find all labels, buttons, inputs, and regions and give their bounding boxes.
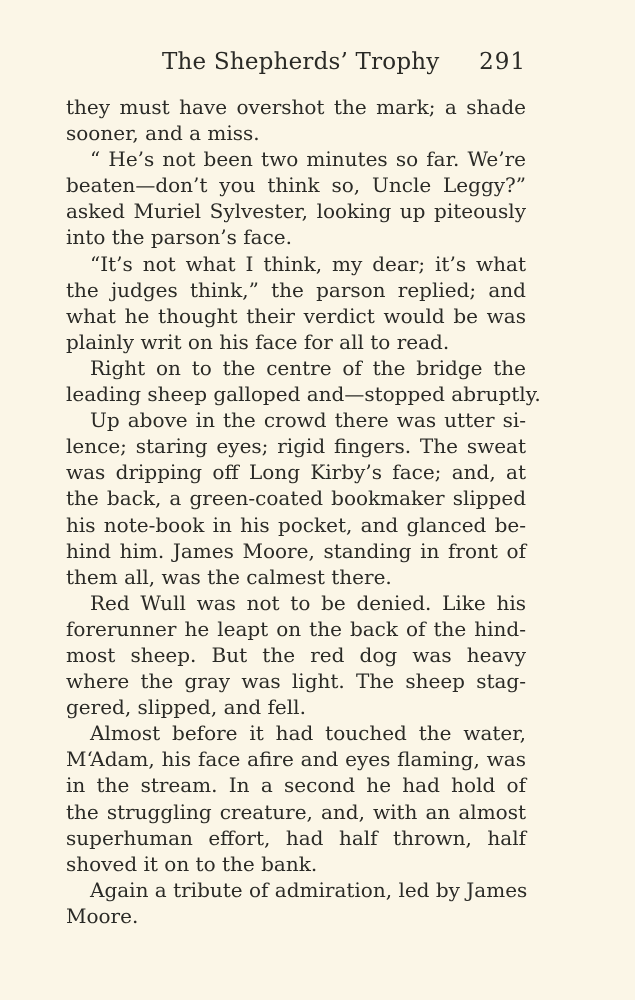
body-text [66, 94, 541, 929]
text-line: gered, slipped, and fell. [66, 695, 306, 720]
text-line: lence; staring eyes; rigid fingers. The sweat [66, 434, 526, 459]
text-line: most sheep. But the red dog was heavy [66, 642, 526, 667]
text-line: Again a tribute of admiration, led by James [90, 877, 528, 902]
chapter-title: The Shepherds’ Trophy [162, 49, 440, 75]
running-head [66, 44, 526, 80]
text-line: the back, a green-coated bookmaker slipped [66, 486, 526, 511]
text-line: M‘Adam, his face afire and eyes flaming, was [66, 747, 526, 772]
text-line: plainly writ on his face for all to read. [66, 329, 450, 354]
text-line: Up above in the crowd there was utter si- [90, 408, 526, 433]
text-line: Red Wull was not to be denied. Like his [90, 590, 526, 615]
text-line: them all, was the calmest there. [66, 564, 392, 589]
text-line: Moore. [66, 903, 139, 928]
text-line: Right on to the centre of the bridge the [90, 355, 526, 380]
text-line: they must have overshot the mark; a shade [66, 95, 526, 119]
text-line: where the gray was light. The sheep stag- [66, 669, 526, 694]
text-line: Almost before it had touched the water, [90, 721, 526, 746]
text-line: into the parson’s face. [66, 225, 292, 250]
text-line: was dripping off Long Kirby’s face; and, at [66, 460, 526, 485]
text-line: forerunner he leapt on the back of the hind- [66, 616, 526, 641]
text-line: his note-book in his pocket, and glanced be- [66, 512, 526, 537]
text-line: “It’s not what I think, my dear; it’s what [90, 251, 526, 276]
text-line: what he thought their verdict would be was [66, 303, 526, 328]
text-line: leading sheep galloped and—stopped abruptly. [66, 382, 541, 407]
text-line: superhuman effort, had half thrown, half [66, 825, 526, 850]
text-line: “ He’s not been two minutes so far. We’re [90, 147, 526, 172]
text-line: beaten—don’t you think so, Uncle Leggy?” [66, 173, 526, 198]
text-line: hind him. James Moore, standing in front of [66, 538, 526, 563]
text-line: the judges think,” the parson replied; and [66, 277, 526, 302]
text-line: in the stream. In a second he had hold of [66, 773, 526, 798]
text-line: sooner, and a miss. [66, 121, 260, 146]
text-line: the struggling creature, and, with an almost [66, 799, 526, 824]
page-number: 291 [479, 49, 526, 75]
text-line: asked Muriel Sylvester, looking up piteously [66, 199, 526, 224]
text-line: shoved it on to the bank. [66, 851, 318, 876]
